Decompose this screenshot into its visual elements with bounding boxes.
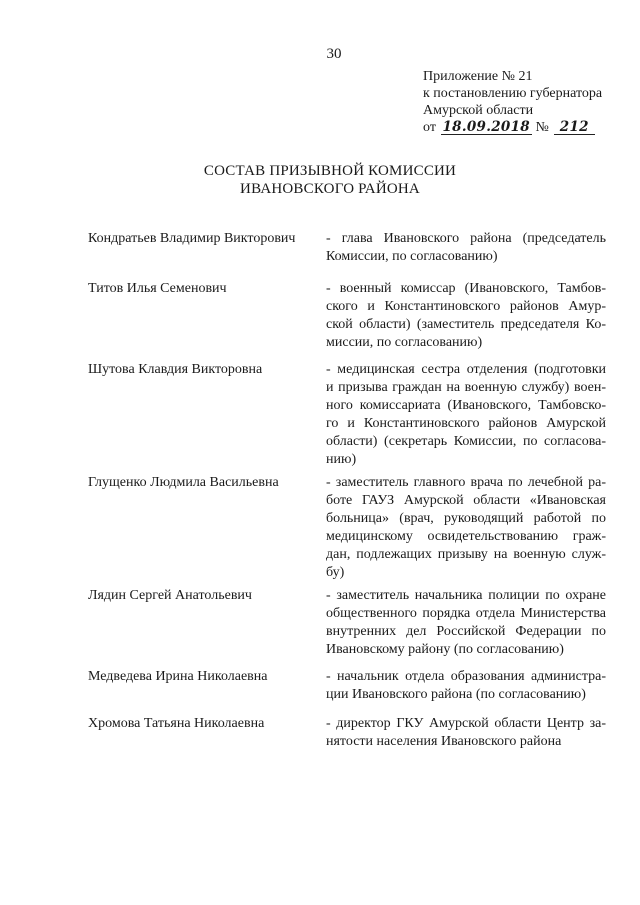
document-title — [10, 162, 640, 198]
date-prefix: от — [423, 120, 436, 135]
role-line: Комиссии, по согласованию) — [326, 249, 498, 264]
appendix-line-1: Приложение № 21 — [423, 69, 533, 84]
member-role — [326, 230, 606, 266]
role-line: ского и Константиновского районов Амур- — [326, 299, 606, 314]
title-line-1: СОСТАВ ПРИЗЫВНОЙ КОМИССИИ — [203, 163, 457, 179]
role-line: внутренних дел Российской Федерации по — [326, 624, 606, 639]
role-line: и призыва граждан на военную службу) воен- — [326, 380, 606, 395]
role-line: - заместитель начальника полиции по охране — [326, 588, 606, 603]
role-line: - начальник отдела образования администра- — [326, 669, 606, 684]
member-name: Хромова Татьяна Николаевна — [88, 716, 265, 731]
role-line: дан, подлежащих призыву на военную служ- — [326, 547, 606, 562]
role-line: больница» (врач, руководящий работой по — [326, 511, 606, 526]
member-name: Лядин Сергей Анатольевич — [88, 588, 252, 603]
role-line: - медицинская сестра отделения (подготовки — [326, 362, 606, 377]
role-line: - глава Ивановского района (председатель — [326, 231, 606, 246]
member-role — [326, 280, 606, 352]
role-line: нятости населения Ивановского района — [326, 734, 562, 749]
role-line: ного комиссариата (Ивановского, Тамбовско- — [326, 398, 606, 413]
role-line: боте ГАУЗ Амурской области «Ивановская — [326, 493, 606, 508]
handwritten-number: 212 — [554, 120, 595, 135]
appendix-line-3: Амурской области — [423, 103, 534, 118]
member-name: Шутова Клавдия Викторовна — [88, 362, 263, 377]
member-name: Кондратьев Владимир Викторович — [88, 231, 296, 246]
role-line: Ивановскому району (по согласованию) — [326, 642, 564, 657]
appendix-line-2: к постановлению губернатора — [423, 86, 603, 101]
member-name: Медведева Ирина Николаевна — [88, 669, 268, 684]
role-line: нию) — [326, 452, 357, 467]
role-line: - директор ГКУ Амурской области Центр за- — [326, 716, 606, 731]
member-role — [326, 474, 606, 582]
role-line: миссии, по согласованию) — [326, 335, 483, 350]
appendix-date-line — [423, 119, 623, 136]
role-line: - заместитель главного врача по лечебной ра- — [326, 475, 606, 490]
role-line: области) (секретарь Комиссии, по согласова- — [326, 434, 606, 449]
title-line-2: ИВАНОВСКОГО РАЙОНА — [240, 181, 420, 197]
member-name: Титов Илья Семенович — [88, 281, 227, 296]
member-role — [326, 587, 606, 659]
member-role — [326, 715, 606, 751]
member-name: Глущенко Людмила Васильевна — [88, 475, 279, 490]
page-number: 30 — [326, 46, 342, 62]
role-line: общественного порядка отдела Министерства — [326, 606, 606, 621]
appendix-header — [423, 68, 623, 136]
member-role — [326, 361, 606, 469]
role-line: ской области) (заместитель председателя Ко- — [326, 317, 606, 332]
handwritten-date: 18.09.2018 — [442, 119, 530, 135]
member-role — [326, 668, 606, 704]
role-line: бу) — [326, 565, 345, 580]
number-prefix: № — [535, 120, 549, 135]
role-line: го и Константиновского районов Амурской — [326, 416, 606, 431]
role-line: - военный комиссар (Ивановского, Тамбов- — [326, 281, 606, 296]
role-line: медицинскому освидетельствованию граж- — [326, 529, 606, 544]
role-line: ции Ивановского района (по согласованию) — [326, 687, 586, 702]
